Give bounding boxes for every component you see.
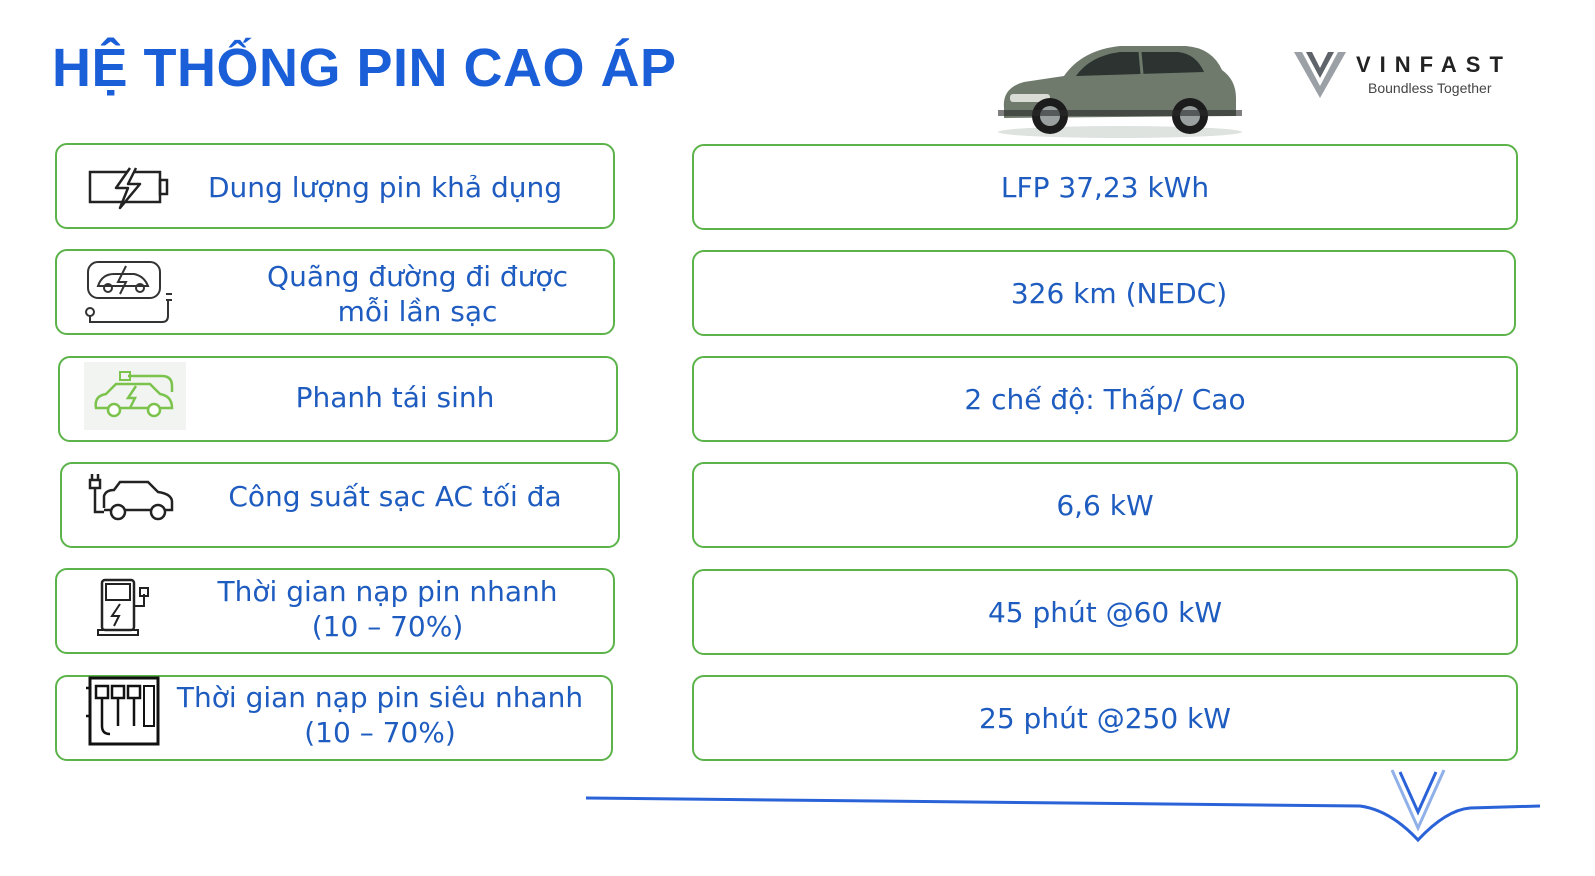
spec-value-superfast: 25 phút @250 kW <box>692 675 1518 761</box>
spec-label-range-line2: mỗi lần sạc <box>337 295 498 328</box>
spec-label-regen: Phanh tái sinh <box>295 381 495 414</box>
spec-value-range: 326 km (NEDC) <box>692 250 1516 336</box>
ev-range-route-icon <box>82 260 174 328</box>
charging-station-icon <box>96 576 156 638</box>
battery-charging-icon <box>86 166 172 212</box>
spec-value-fast: 45 phút @60 kW <box>692 569 1518 655</box>
decorative-bottom-line <box>0 760 1595 876</box>
spec-label-fast-line2: (10 – 70%) <box>311 610 464 643</box>
regenerative-car-icon <box>88 370 180 422</box>
brand-name: VINFAST <box>1356 52 1512 77</box>
page-title: HỆ THỐNG PIN CAO ÁP <box>52 38 677 98</box>
car-plug-icon <box>88 472 178 526</box>
spec-label-superfast-line2: (10 – 70%) <box>304 716 456 749</box>
spec-value-ac: 6,6 kW <box>692 462 1518 548</box>
spec-value-regen: 2 chế độ: Thấp/ Cao <box>692 356 1518 442</box>
spec-value-battery: LFP 37,23 kWh <box>692 144 1518 230</box>
spec-label-ac: Công suất sạc AC tối đa <box>228 480 562 513</box>
spec-label-range-line1: Quãng đường đi được <box>267 260 568 293</box>
car-image <box>990 36 1250 140</box>
spec-label-superfast-line1: Thời gian nạp pin siêu nhanh <box>176 681 584 714</box>
brand-tagline: Boundless Together <box>1368 80 1492 96</box>
spec-label-battery: Dung lượng pin khả dụng <box>207 171 563 204</box>
super-charger-icon <box>84 676 164 746</box>
vinfast-logo-icon <box>1292 48 1348 100</box>
spec-label-fast-line1: Thời gian nạp pin nhanh <box>217 575 558 608</box>
